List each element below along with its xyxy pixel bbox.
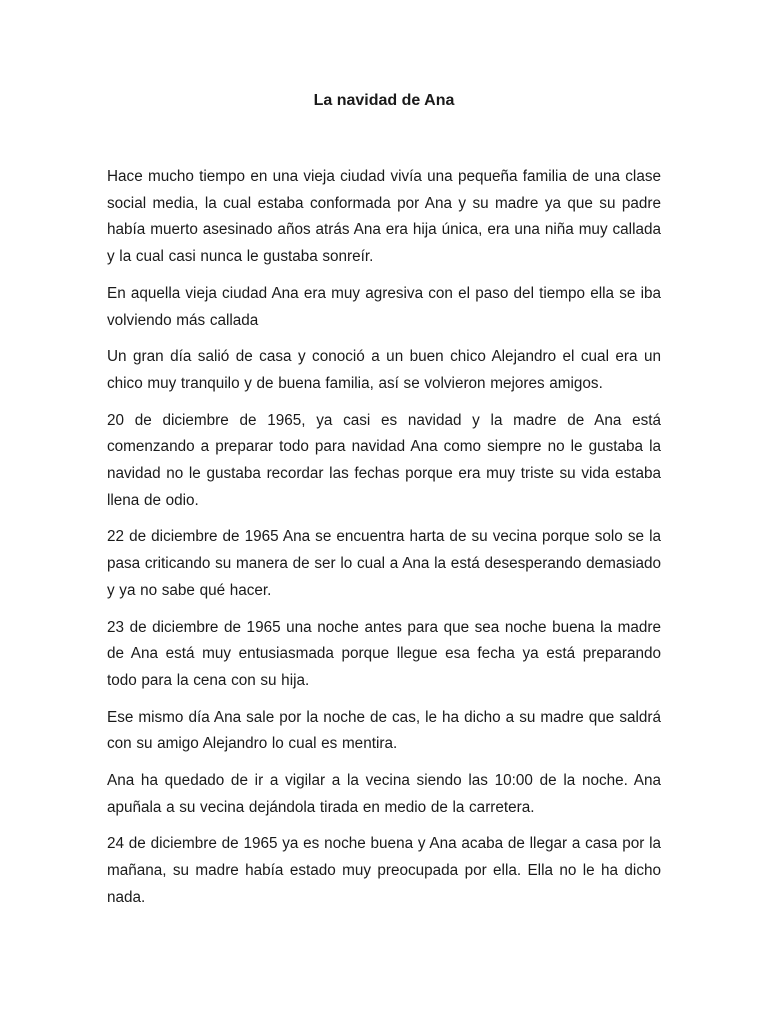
paragraph-8: Ana ha quedado de ir a vigilar a la vecina siendo las 10:00 de la noche. Ana apuñala a su vecina dejándola tirada en medio de la carretera.	[107, 772, 661, 816]
document-title: La navidad de Ana	[313, 92, 455, 109]
paragraph-3: Un gran día salió de casa y conoció a un buen chico Alejandro el cual era un chico muy tranquilo y de buena familia, así se volvieron mejores amigos.	[107, 348, 661, 392]
paragraph-7: Ese mismo día Ana sale por la noche de cas, le ha dicho a su madre que saldrá con su amigo Alejandro lo cual es mentira.	[107, 708, 661, 753]
paragraph-1: Hace mucho tiempo en una vieja ciudad vivía una pequeña familia de una clase social media, la cual estaba conformada por Ana y su madre ya que su padre había muerto asesinado años atrás Ana era hija única, era una niña muy callada y la cual casi nunca le gustaba sonreír.	[107, 168, 661, 266]
paragraph-6: 23 de diciembre de 1965 una noche antes para que sea noche buena la madre de Ana está muy entusiasmada porque llegue esa fecha ya está preparando todo para la cena con su hija.	[107, 618, 661, 689]
document-body	[107, 164, 661, 922]
paragraph-2: En aquella vieja ciudad Ana era muy agresiva con el paso del tiempo ella se iba volviendo más callada	[107, 284, 661, 329]
paragraph-9: 24 de diciembre de 1965 ya es noche buena y Ana acaba de llegar a casa por la mañana, su madre había estado muy preocupada por ella. Ella no le ha dicho nada.	[107, 835, 661, 906]
paragraph-5: 22 de diciembre de 1965 Ana se encuentra harta de su vecina porque solo se la pasa criticando su manera de ser lo cual a Ana la está desesperando demasiado y ya no sabe qué hacer.	[107, 528, 661, 599]
paragraph-4: 20 de diciembre de 1965, ya casi es navidad y la madre de Ana está comenzando a preparar todo para navidad Ana como siempre no le gustaba la navidad no le gustaba recordar las fechas porque era muy triste su vida estaba llena de odio.	[107, 411, 661, 509]
